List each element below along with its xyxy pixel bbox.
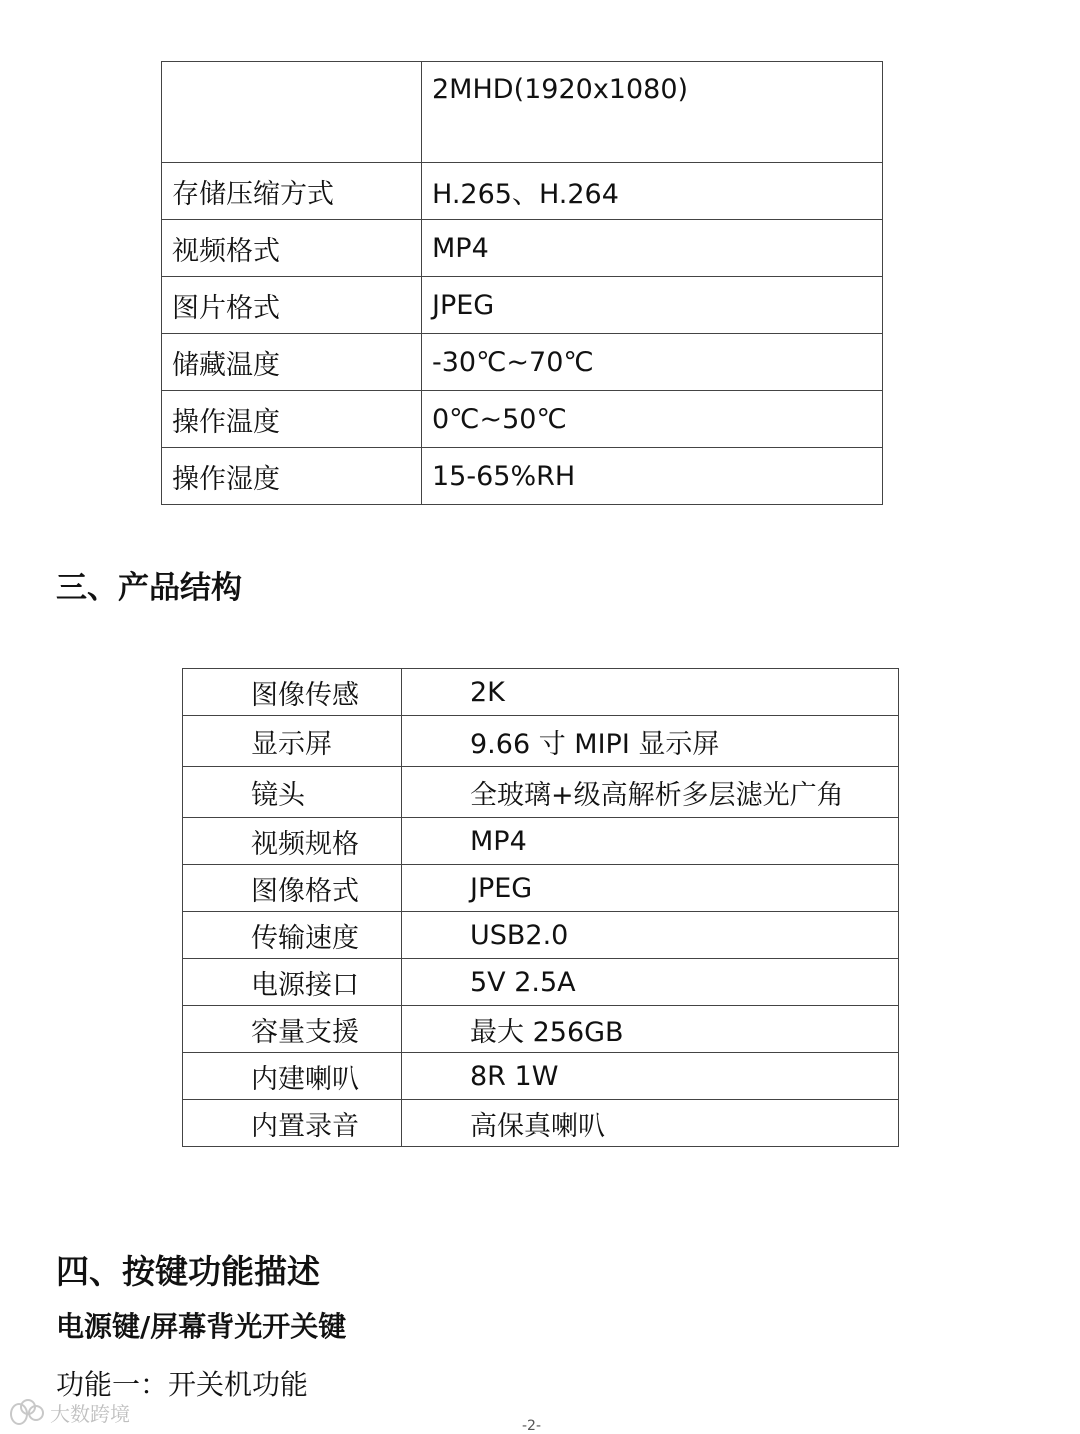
spec-label: 操作湿度	[162, 448, 422, 505]
table-row	[183, 912, 899, 959]
power-key-subheading: 电源键/屏幕背光开关键	[56, 1310, 347, 1343]
spec-label: 操作温度	[162, 391, 422, 448]
spec-value: MP4	[422, 220, 883, 277]
spec-label	[162, 62, 422, 163]
spec-value: JPEG	[422, 277, 883, 334]
section-3-heading: 三、产品结构	[56, 570, 242, 606]
table-row	[183, 767, 899, 818]
structure-value: 9.66 寸 MIPI 显示屏	[402, 716, 899, 767]
table-row	[183, 959, 899, 1006]
structure-value: 全玻璃+级高解析多层滤光广角	[402, 767, 899, 818]
structure-label: 传输速度	[183, 912, 402, 959]
page-number: -2-	[522, 1418, 542, 1434]
section-4-heading: 四、按键功能描述	[56, 1252, 320, 1291]
structure-label: 图像格式	[183, 865, 402, 912]
table-row	[183, 1100, 899, 1147]
table-row	[183, 1006, 899, 1053]
table-row	[162, 62, 883, 163]
structure-label: 电源接口	[183, 959, 402, 1006]
structure-value: 2K	[402, 669, 899, 716]
table-row	[162, 220, 883, 277]
table-row	[183, 669, 899, 716]
structure-value: 8R 1W	[402, 1053, 899, 1100]
spec-table	[161, 61, 883, 505]
structure-label: 容量支援	[183, 1006, 402, 1053]
structure-label: 内建喇叭	[183, 1053, 402, 1100]
table-row	[183, 818, 899, 865]
table-row	[183, 1053, 899, 1100]
table-row	[162, 277, 883, 334]
table-row	[162, 448, 883, 505]
structure-value: 高保真喇叭	[402, 1100, 899, 1147]
structure-label: 镜头	[183, 767, 402, 818]
spec-label: 图片格式	[162, 277, 422, 334]
table-row	[162, 163, 883, 220]
structure-table	[182, 668, 899, 1147]
structure-label: 图像传感	[183, 669, 402, 716]
table-row	[162, 334, 883, 391]
spec-value: 15-65%RH	[422, 448, 883, 505]
structure-label: 视频规格	[183, 818, 402, 865]
spec-value: -30℃~70℃	[422, 334, 883, 391]
table-row	[162, 391, 883, 448]
spec-value: H.265、H.264	[422, 163, 883, 220]
structure-value: 最大 256GB	[402, 1006, 899, 1053]
spec-value: 0℃~50℃	[422, 391, 883, 448]
structure-label: 显示屏	[183, 716, 402, 767]
watermark	[10, 1398, 130, 1427]
spec-label: 储藏温度	[162, 334, 422, 391]
structure-label: 内置录音	[183, 1100, 402, 1147]
spec-label: 视频格式	[162, 220, 422, 277]
watermark-text: 大数跨境	[50, 1402, 130, 1426]
spec-label: 存储压缩方式	[162, 163, 422, 220]
structure-value: JPEG	[402, 865, 899, 912]
table-row	[183, 865, 899, 912]
structure-value: MP4	[402, 818, 899, 865]
spec-value: 2MHD(1920x1080)	[422, 62, 883, 163]
structure-value: 5V 2.5A	[402, 959, 899, 1006]
watermark-logo-icon	[10, 1399, 44, 1427]
structure-value: USB2.0	[402, 912, 899, 959]
function-one-text: 功能一：开关机功能	[56, 1368, 309, 1401]
table-row	[183, 716, 899, 767]
